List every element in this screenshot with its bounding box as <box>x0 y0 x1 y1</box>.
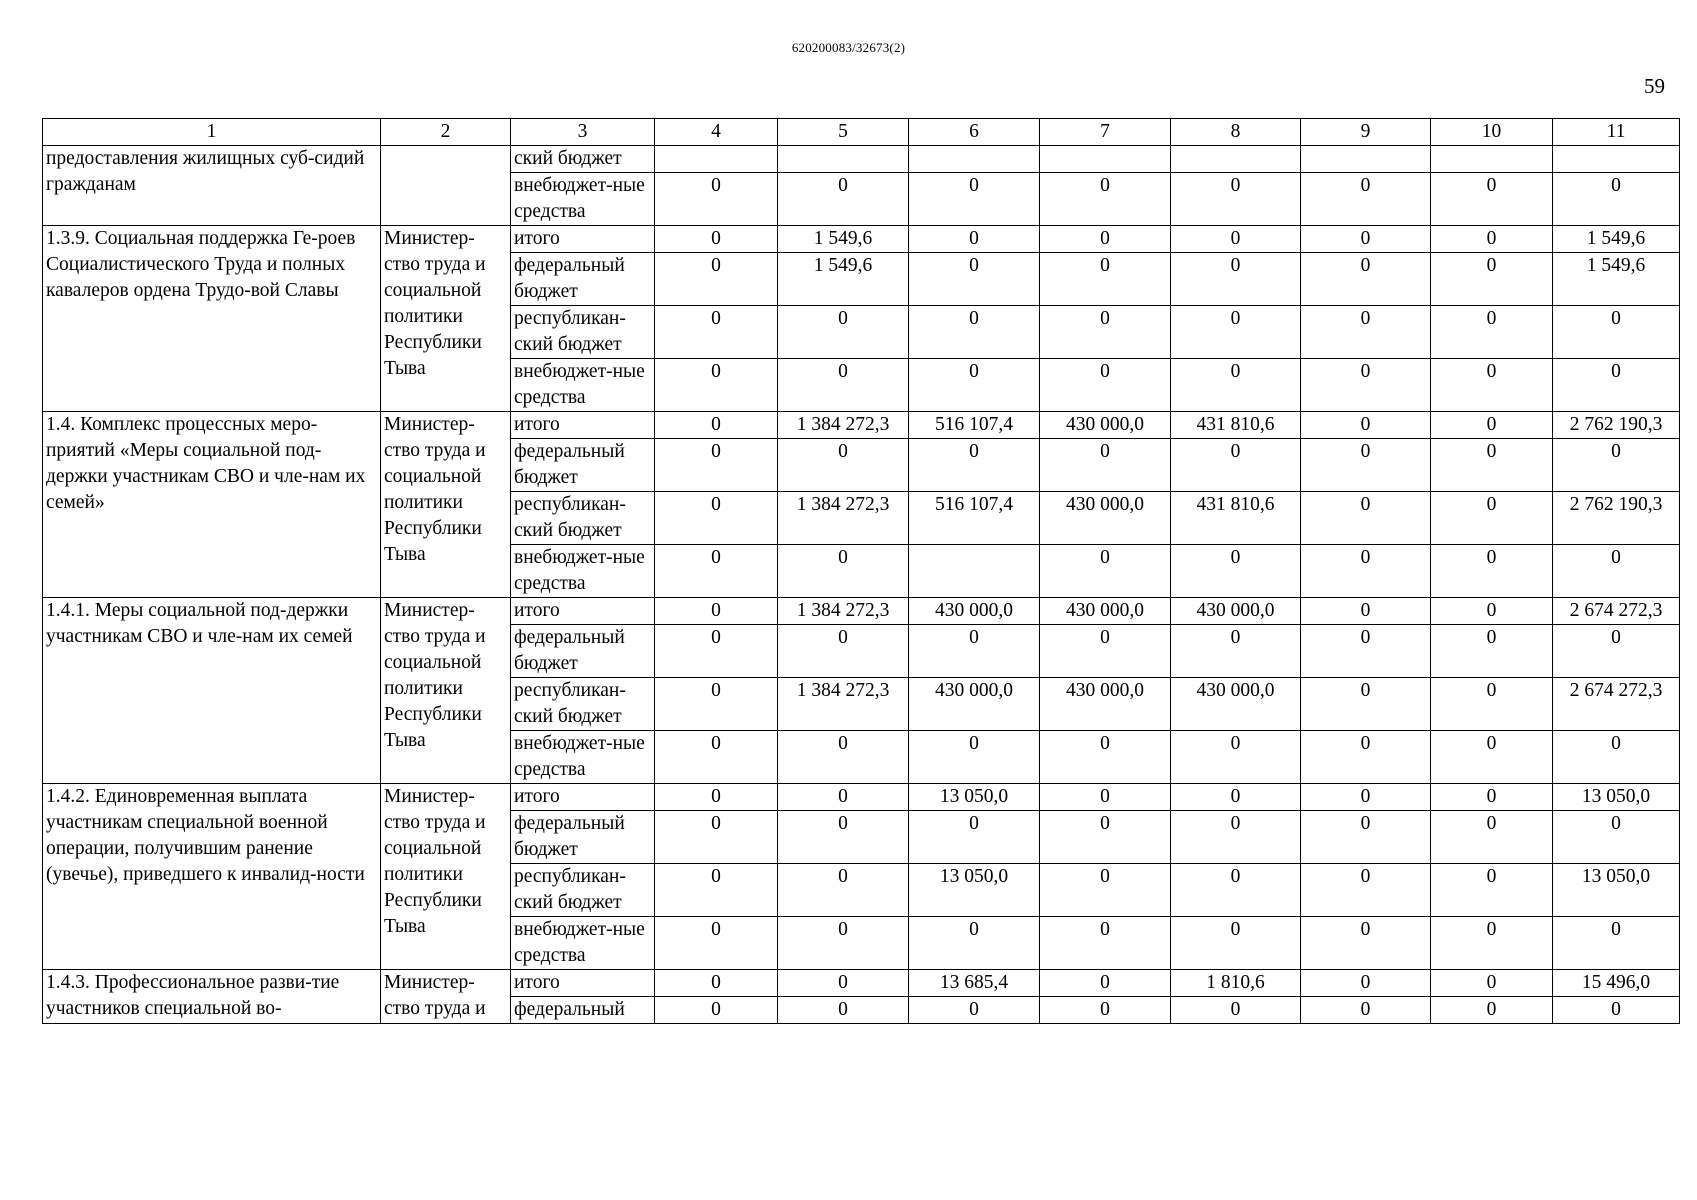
funding-source: итого <box>511 226 655 253</box>
value-cell: 0 <box>1301 492 1431 545</box>
value-cell: 15 496,0 <box>1553 970 1680 997</box>
value-cell: 0 <box>778 439 909 492</box>
value-cell <box>778 146 909 173</box>
value-cell: 0 <box>778 625 909 678</box>
value-cell: 0 <box>1553 811 1680 864</box>
value-cell: 0 <box>1040 253 1171 306</box>
value-cell: 0 <box>1301 917 1431 970</box>
value-cell: 0 <box>778 917 909 970</box>
value-cell: 0 <box>1431 173 1553 226</box>
value-cell: 0 <box>1171 226 1301 253</box>
value-cell: 0 <box>1301 970 1431 997</box>
value-cell: 0 <box>655 970 778 997</box>
value-cell: 0 <box>778 731 909 784</box>
value-cell: 0 <box>1040 784 1171 811</box>
value-cell: 0 <box>1171 253 1301 306</box>
value-cell: 0 <box>909 997 1040 1024</box>
value-cell: 0 <box>655 598 778 625</box>
funding-source: итого <box>511 970 655 997</box>
value-cell: 0 <box>1301 864 1431 917</box>
value-cell: 0 <box>1301 412 1431 439</box>
value-cell: 0 <box>1171 439 1301 492</box>
value-cell: 430 000,0 <box>909 678 1040 731</box>
value-cell: 430 000,0 <box>1040 412 1171 439</box>
table-row <box>43 146 1680 173</box>
value-cell: 0 <box>909 811 1040 864</box>
value-cell: 0 <box>778 864 909 917</box>
executor-name: Министер-ство труда и социальной политики Республики Тыва <box>381 412 511 598</box>
value-cell <box>909 146 1040 173</box>
value-cell: 0 <box>1431 545 1553 598</box>
column-header-7: 7 <box>1040 119 1171 146</box>
value-cell: 0 <box>655 545 778 598</box>
value-cell: 1 384 272,3 <box>778 598 909 625</box>
value-cell: 0 <box>1431 784 1553 811</box>
value-cell <box>1301 146 1431 173</box>
value-cell: 0 <box>655 492 778 545</box>
table-row <box>43 970 1680 997</box>
funding-source: республикан-ский бюджет <box>511 492 655 545</box>
executor-name <box>381 146 511 226</box>
value-cell: 0 <box>655 731 778 784</box>
page-number: 59 <box>1644 74 1665 98</box>
funding-source: республикан-ский бюджет <box>511 864 655 917</box>
value-cell: 0 <box>655 678 778 731</box>
value-cell: 0 <box>1431 864 1553 917</box>
value-cell: 0 <box>1040 997 1171 1024</box>
value-cell: 0 <box>1171 997 1301 1024</box>
value-cell: 0 <box>1301 997 1431 1024</box>
value-cell: 0 <box>1431 997 1553 1024</box>
value-cell: 0 <box>1553 173 1680 226</box>
value-cell: 0 <box>909 173 1040 226</box>
executor-name: Министер-ство труда и социальной политики Республики Тыва <box>381 226 511 412</box>
value-cell: 0 <box>1431 253 1553 306</box>
value-cell: 0 <box>1040 864 1171 917</box>
value-cell: 1 384 272,3 <box>778 492 909 545</box>
funding-source: федеральный бюджет <box>511 253 655 306</box>
program-name: 1.4. Комплекс процессных меро-приятий «Меры социальной под-держки участникам СВО и чле-нам их семей» <box>43 412 381 598</box>
value-cell: 0 <box>1171 173 1301 226</box>
value-cell: 13 050,0 <box>909 784 1040 811</box>
value-cell: 0 <box>909 625 1040 678</box>
value-cell: 0 <box>1171 784 1301 811</box>
value-cell: 0 <box>1553 439 1680 492</box>
value-cell: 0 <box>655 864 778 917</box>
funding-source: внебюджет-ные средства <box>511 173 655 226</box>
value-cell <box>1040 146 1171 173</box>
value-cell: 0 <box>909 306 1040 359</box>
column-header-3: 3 <box>511 119 655 146</box>
value-cell: 0 <box>778 811 909 864</box>
value-cell: 0 <box>1301 226 1431 253</box>
value-cell: 0 <box>1301 359 1431 412</box>
funding-source: ский бюджет <box>511 146 655 173</box>
table-row <box>43 784 1680 811</box>
funding-source: внебюджет-ные средства <box>511 731 655 784</box>
value-cell: 13 050,0 <box>1553 784 1680 811</box>
value-cell: 0 <box>655 306 778 359</box>
value-cell: 0 <box>778 970 909 997</box>
value-cell: 13 050,0 <box>909 864 1040 917</box>
value-cell: 0 <box>909 731 1040 784</box>
value-cell: 430 000,0 <box>1040 678 1171 731</box>
value-cell: 0 <box>1431 492 1553 545</box>
value-cell: 0 <box>1553 997 1680 1024</box>
value-cell: 0 <box>1301 811 1431 864</box>
value-cell: 0 <box>1301 439 1431 492</box>
value-cell: 0 <box>1040 306 1171 359</box>
program-name: предоставления жилищных суб-сидий гражданам <box>43 146 381 226</box>
value-cell: 516 107,4 <box>909 492 1040 545</box>
funding-source: республикан-ский бюджет <box>511 678 655 731</box>
funding-source: федеральный бюджет <box>511 625 655 678</box>
value-cell: 0 <box>909 253 1040 306</box>
value-cell: 0 <box>655 811 778 864</box>
value-cell: 0 <box>1040 439 1171 492</box>
value-cell: 0 <box>1431 359 1553 412</box>
value-cell: 0 <box>1431 731 1553 784</box>
value-cell: 0 <box>1040 173 1171 226</box>
funding-source: внебюджет-ные средства <box>511 917 655 970</box>
value-cell: 0 <box>1040 359 1171 412</box>
value-cell: 0 <box>1171 359 1301 412</box>
value-cell: 1 384 272,3 <box>778 412 909 439</box>
value-cell: 0 <box>1431 306 1553 359</box>
funding-source: республикан-ский бюджет <box>511 306 655 359</box>
value-cell: 0 <box>1301 598 1431 625</box>
value-cell: 0 <box>1553 731 1680 784</box>
value-cell: 0 <box>1040 625 1171 678</box>
column-header-11: 11 <box>1553 119 1680 146</box>
value-cell: 2 762 190,3 <box>1553 492 1680 545</box>
value-cell: 0 <box>1431 598 1553 625</box>
value-cell: 0 <box>778 359 909 412</box>
value-cell: 0 <box>1171 545 1301 598</box>
value-cell: 0 <box>1171 625 1301 678</box>
value-cell: 0 <box>1431 625 1553 678</box>
value-cell: 0 <box>655 412 778 439</box>
executor-name: Министер-ство труда и социальной политики Республики Тыва <box>381 598 511 784</box>
funding-source: итого <box>511 412 655 439</box>
table-row <box>43 226 1680 253</box>
value-cell: 0 <box>1553 917 1680 970</box>
value-cell: 0 <box>1040 917 1171 970</box>
value-cell: 1 810,6 <box>1171 970 1301 997</box>
value-cell <box>1171 146 1301 173</box>
program-name: 1.4.1. Меры социальной под-держки участникам СВО и чле-нам их семей <box>43 598 381 784</box>
value-cell: 0 <box>1431 412 1553 439</box>
value-cell: 0 <box>1553 545 1680 598</box>
value-cell: 430 000,0 <box>909 598 1040 625</box>
value-cell: 0 <box>655 917 778 970</box>
value-cell: 1 549,6 <box>1553 253 1680 306</box>
value-cell: 2 674 272,3 <box>1553 598 1680 625</box>
funding-source: итого <box>511 784 655 811</box>
funding-source: итого <box>511 598 655 625</box>
value-cell: 0 <box>1040 226 1171 253</box>
value-cell: 431 810,6 <box>1171 492 1301 545</box>
value-cell: 0 <box>655 173 778 226</box>
column-header-2: 2 <box>381 119 511 146</box>
column-header-1: 1 <box>43 119 381 146</box>
value-cell <box>1553 146 1680 173</box>
table-row <box>43 412 1680 439</box>
value-cell: 0 <box>1553 359 1680 412</box>
value-cell: 0 <box>778 306 909 359</box>
column-header-9: 9 <box>1301 119 1431 146</box>
value-cell: 0 <box>1040 545 1171 598</box>
value-cell: 13 685,4 <box>909 970 1040 997</box>
funding-source: федеральный бюджет <box>511 439 655 492</box>
value-cell: 0 <box>1301 545 1431 598</box>
value-cell: 0 <box>1171 811 1301 864</box>
value-cell <box>1431 146 1553 173</box>
value-cell: 0 <box>1040 731 1171 784</box>
value-cell: 0 <box>1171 864 1301 917</box>
value-cell: 0 <box>655 439 778 492</box>
value-cell: 0 <box>1301 173 1431 226</box>
funding-source: федеральный бюджет <box>511 811 655 864</box>
value-cell: 1 549,6 <box>778 253 909 306</box>
funding-source: внебюджет-ные средства <box>511 545 655 598</box>
value-cell: 0 <box>655 997 778 1024</box>
value-cell: 0 <box>1301 253 1431 306</box>
value-cell: 430 000,0 <box>1171 598 1301 625</box>
value-cell: 0 <box>1301 306 1431 359</box>
value-cell: 0 <box>655 625 778 678</box>
value-cell: 0 <box>655 253 778 306</box>
value-cell: 516 107,4 <box>909 412 1040 439</box>
value-cell: 0 <box>778 784 909 811</box>
value-cell: 0 <box>909 439 1040 492</box>
value-cell: 0 <box>1431 439 1553 492</box>
value-cell: 1 549,6 <box>778 226 909 253</box>
program-name: 1.4.2. Единовременная выплата участникам специальной военной операции, получившим ранение (увечье), приведшего к инвалид-ности <box>43 784 381 970</box>
value-cell: 0 <box>1553 625 1680 678</box>
value-cell: 0 <box>1040 811 1171 864</box>
value-cell: 0 <box>909 917 1040 970</box>
funding-source: внебюджет-ные средства <box>511 359 655 412</box>
value-cell: 0 <box>1431 970 1553 997</box>
column-header-6: 6 <box>909 119 1040 146</box>
value-cell: 0 <box>909 226 1040 253</box>
budget-table <box>42 118 1680 1024</box>
header-row <box>43 119 1680 146</box>
value-cell: 430 000,0 <box>1040 492 1171 545</box>
column-header-4: 4 <box>655 119 778 146</box>
table-row <box>43 598 1680 625</box>
executor-name: Министер-ство труда и социальной политики Республики Тыва <box>381 784 511 970</box>
value-cell: 0 <box>1171 917 1301 970</box>
value-cell: 13 050,0 <box>1553 864 1680 917</box>
value-cell: 0 <box>655 359 778 412</box>
value-cell: 0 <box>778 997 909 1024</box>
value-cell: 0 <box>1431 811 1553 864</box>
value-cell: 1 549,6 <box>1553 226 1680 253</box>
value-cell <box>655 146 778 173</box>
value-cell: 2 762 190,3 <box>1553 412 1680 439</box>
value-cell: 0 <box>1431 678 1553 731</box>
value-cell: 0 <box>655 226 778 253</box>
program-name: 1.3.9. Социальная поддержка Ге-роев Социалистического Труда и полных кавалеров ордена Трудо-вой Славы <box>43 226 381 412</box>
column-header-5: 5 <box>778 119 909 146</box>
table-body <box>43 119 1680 1024</box>
value-cell: 430 000,0 <box>1171 678 1301 731</box>
value-cell: 430 000,0 <box>1040 598 1171 625</box>
value-cell: 0 <box>1301 625 1431 678</box>
value-cell: 1 384 272,3 <box>778 678 909 731</box>
value-cell: 2 674 272,3 <box>1553 678 1680 731</box>
value-cell: 0 <box>1553 306 1680 359</box>
value-cell: 0 <box>1301 784 1431 811</box>
value-cell: 0 <box>1301 731 1431 784</box>
funding-source: федеральный <box>511 997 655 1024</box>
value-cell: 0 <box>1301 678 1431 731</box>
program-name: 1.4.3. Профессиональное разви-тие участников специальной во- <box>43 970 381 1024</box>
value-cell: 0 <box>778 545 909 598</box>
value-cell: 0 <box>1431 917 1553 970</box>
value-cell: 0 <box>1171 306 1301 359</box>
value-cell: 0 <box>1040 970 1171 997</box>
executor-name: Министер-ство труда и <box>381 970 511 1024</box>
value-cell <box>909 545 1040 598</box>
value-cell: 0 <box>778 173 909 226</box>
document-id: 620200083/32673(2) <box>791 40 906 55</box>
value-cell: 0 <box>909 359 1040 412</box>
column-header-8: 8 <box>1171 119 1301 146</box>
value-cell: 0 <box>1431 226 1553 253</box>
value-cell: 0 <box>1171 731 1301 784</box>
value-cell: 0 <box>655 784 778 811</box>
value-cell: 431 810,6 <box>1171 412 1301 439</box>
column-header-10: 10 <box>1431 119 1553 146</box>
